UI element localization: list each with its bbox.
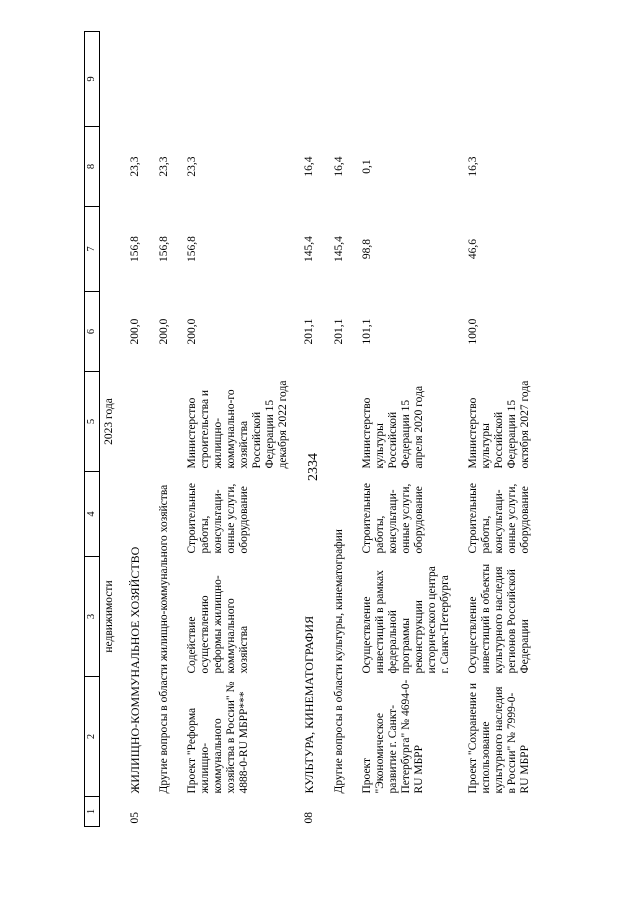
value-cell: 0,1: [360, 159, 373, 174]
value-cell: 16,3: [466, 156, 479, 177]
value-cell: 200,0: [128, 318, 141, 345]
project-works: Строительные работы, консультаци-онные услуги, оборудование: [466, 483, 531, 554]
column-header: 4: [85, 472, 100, 557]
value-cell: 23,3: [157, 156, 170, 177]
rotated-table-area: [84, 7, 604, 827]
project-name: Проект "Реформа жилищно-коммунального хозяйства в России" № 4888-0-RU МБРР***: [185, 681, 250, 794]
project-executor: Министерство строительства и жилищно-коммунально-го хозяйства Российской Федерации 15 декабря 2022 года: [185, 380, 289, 469]
column-header: 5: [85, 372, 100, 472]
column-header: 1: [85, 797, 100, 827]
value-cell: 200,0: [157, 318, 170, 345]
column-header: 8: [85, 127, 100, 207]
value-cell: 23,3: [185, 156, 198, 177]
value-cell: 156,8: [128, 236, 141, 262]
subsection-title: Другие вопросы в области жилищно-коммунального хозяйства: [157, 484, 170, 794]
value-cell: 23,3: [128, 156, 141, 177]
section-title: ЖИЛИЩНО-КОММУНАЛЬНОЕ ХОЗЯЙСТВО: [127, 546, 142, 794]
value-cell: 201,1: [332, 318, 345, 345]
section-title: КУЛЬТУРА, КИНЕМАТОГРАФИЯ: [301, 615, 316, 794]
value-cell: 156,8: [157, 236, 170, 262]
column-header: 7: [85, 207, 100, 292]
section-row: [120, 32, 150, 827]
project-row: [178, 32, 293, 827]
project-works: Строительные работы, консультаци-онные услуги, оборудование: [185, 483, 250, 554]
value-cell: 46,6: [466, 238, 479, 260]
page-number: 2334: [306, 453, 321, 481]
carry-over-text: 2023 года: [103, 398, 115, 445]
value-cell: 98,8: [360, 238, 373, 260]
value-cell: 156,8: [185, 236, 198, 262]
subsection-title: Другие вопросы в области культуры, кинематографии: [332, 529, 345, 794]
subsection-row: [150, 32, 178, 827]
value-cell: 16,4: [302, 156, 315, 177]
value-cell: 100,0: [466, 318, 479, 345]
subsection-row: [325, 32, 353, 827]
project-goal: Содействие осуществлению реформы жилищно-коммунального хозяйства: [185, 575, 250, 674]
column-number-row: [85, 32, 100, 827]
project-executor: Министерство культуры Российской Федерации 15 октября 2027 года: [466, 380, 531, 469]
value-cell: 145,4: [332, 236, 345, 262]
project-executor: Министерство культуры Российской Федерации 15 апреля 2020 года: [360, 385, 425, 469]
section-row: [293, 32, 325, 827]
carry-over-row: [100, 32, 120, 827]
value-cell: 201,1: [302, 318, 315, 345]
project-row: [353, 32, 463, 827]
column-header: 2: [85, 677, 100, 797]
project-works: Строительные работы, консультаци-онные услуги, оборудование: [360, 483, 425, 554]
project-goal: Осуществление инвестиций в рамках федеральной программы реконструкции исторического центра г. Санкт-Петербурга: [360, 566, 451, 674]
project-name: Проект "Экономическое развитие г. Санкт-Петербурга" № 4694-0-RU МБРР: [360, 679, 425, 794]
section-code: 08: [302, 812, 315, 824]
project-name: Проект "Сохранение и использование культурного наследия в России" № 7999-0-RU МБРР: [466, 682, 531, 794]
value-cell: 145,4: [302, 236, 315, 262]
project-goal: Осуществление инвестиций в объекты культурного наследия регионов Российской Федерации: [466, 563, 531, 674]
column-header: 6: [85, 292, 100, 372]
value-cell: 16,4: [332, 156, 345, 177]
value-cell: 200,0: [185, 318, 198, 345]
column-header: 3: [85, 557, 100, 677]
data-table: [84, 31, 563, 827]
section-code: 05: [128, 812, 141, 824]
project-row: [463, 32, 563, 827]
carry-over-text: недвижимости: [103, 580, 115, 653]
value-cell: 101,1: [360, 318, 373, 345]
column-header: 9: [85, 32, 100, 127]
